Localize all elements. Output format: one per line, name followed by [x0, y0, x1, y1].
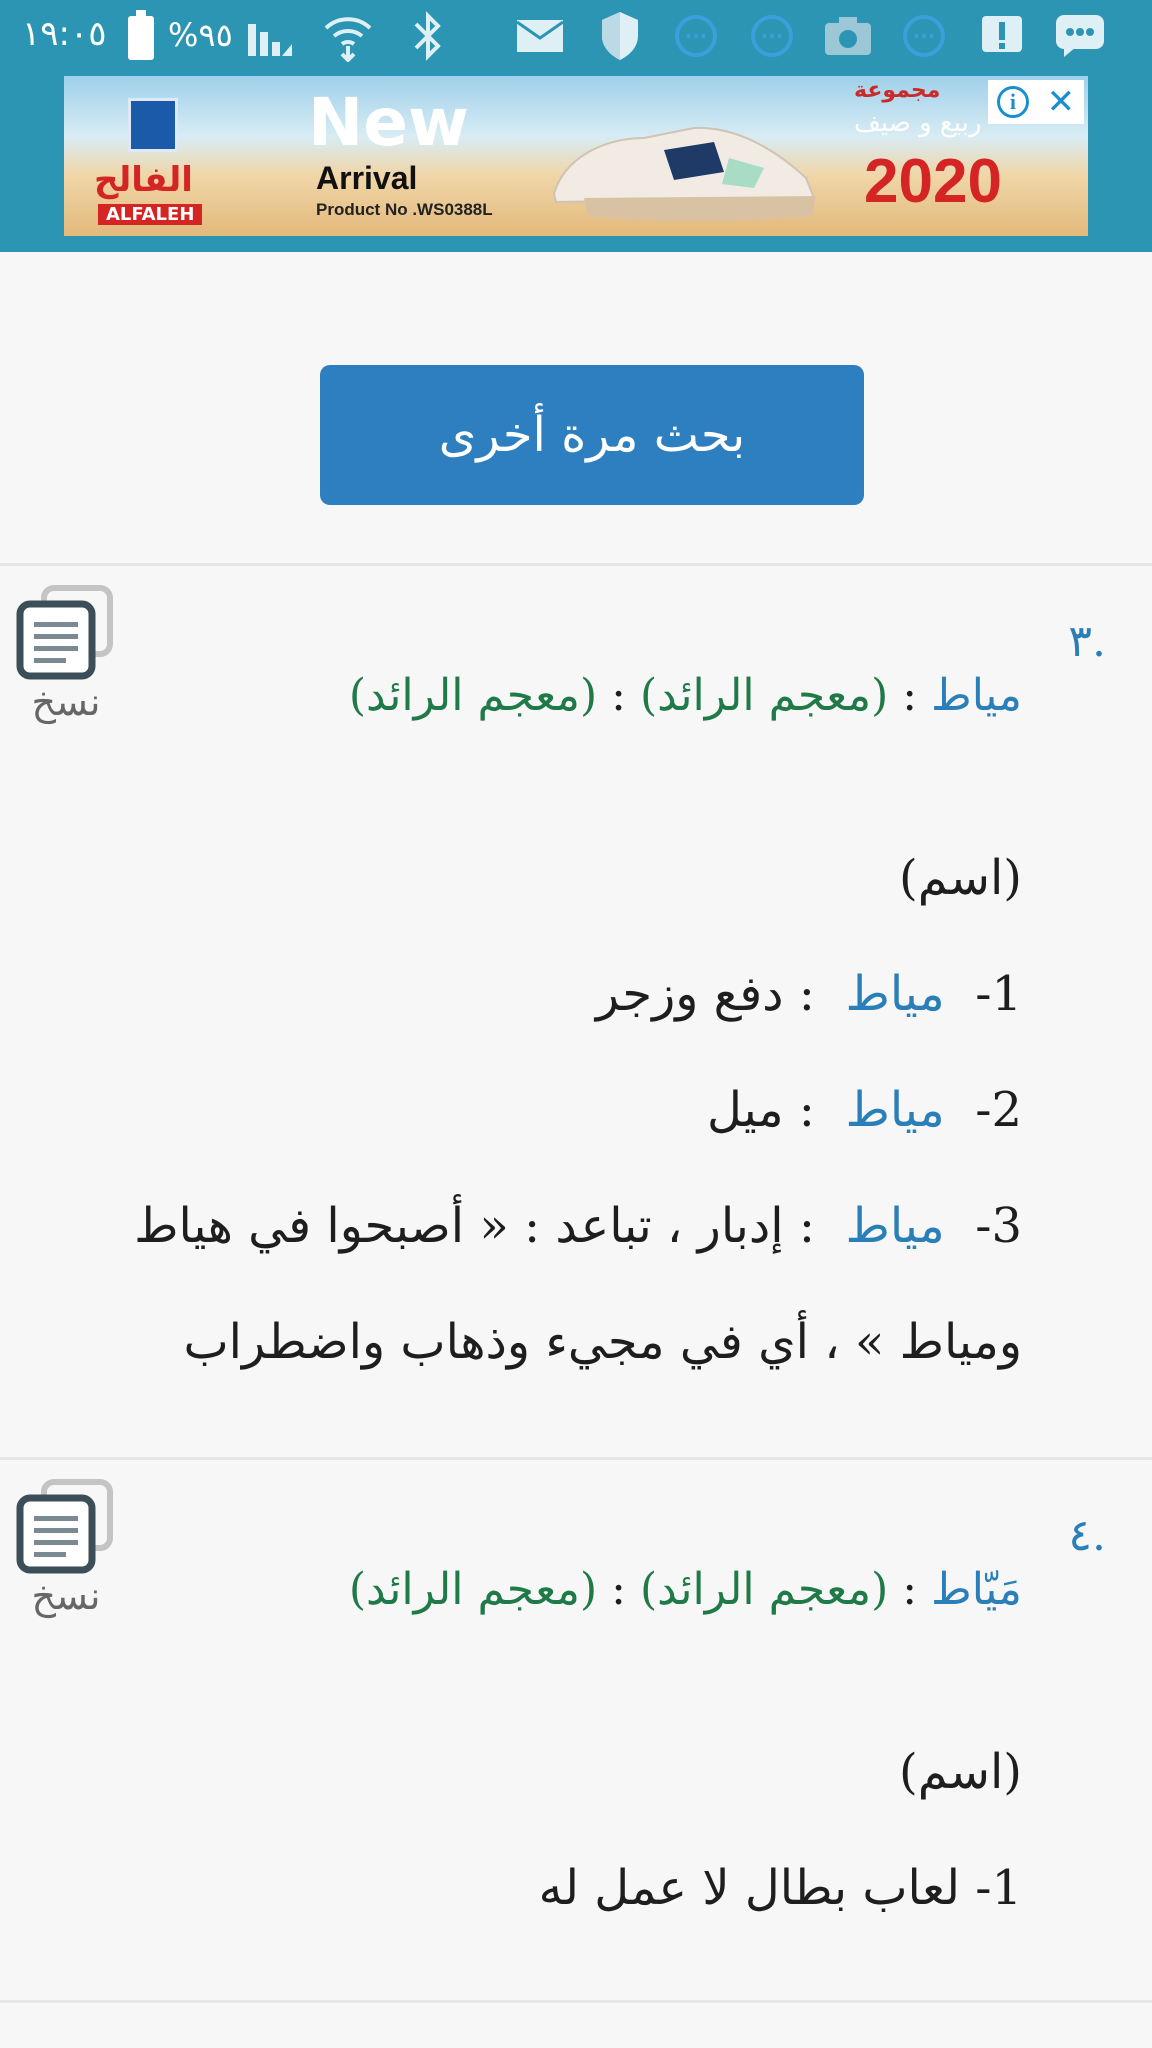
- shoe-image: [544, 98, 824, 228]
- clock: ١٩:٠٥: [22, 14, 107, 54]
- copy-label: نسخ: [31, 1574, 101, 1618]
- ad-strip: [0, 76, 1152, 252]
- bluetooth-icon: [402, 10, 454, 62]
- ad-close-icon[interactable]: ✕: [1046, 82, 1076, 122]
- definition-line: [92, 936, 1022, 1052]
- entry-body: [92, 1714, 1022, 1946]
- entry-number: .٣: [1068, 616, 1106, 667]
- entry-word[interactable]: مياط: [931, 670, 1022, 721]
- definition-index: 2-: [975, 1082, 1022, 1138]
- definition-word[interactable]: مياط: [845, 1082, 945, 1138]
- camera-icon: [822, 10, 874, 62]
- definition-text: لعاب بطال لا عمل له: [538, 1860, 960, 1916]
- signal-icon: [244, 10, 296, 62]
- copy-icon: [16, 582, 116, 682]
- entry-source[interactable]: (معجم الرائد): [639, 670, 889, 721]
- ad-brand-en: ALFALEH: [98, 204, 202, 225]
- result-entry: [0, 566, 1152, 1456]
- copy-icon: [16, 1476, 116, 1576]
- copy-button[interactable]: [16, 582, 116, 722]
- chat-icon: [1054, 10, 1106, 62]
- ad-arrival-text: Arrival: [316, 160, 418, 196]
- divider: [0, 2000, 1152, 2003]
- search-again-button[interactable]: بحث مرة أخرى: [320, 365, 864, 505]
- result-entry: [0, 1460, 1152, 2000]
- headline-separator: :: [888, 670, 932, 721]
- alert-icon: [976, 10, 1028, 62]
- definition-index: 1-: [975, 1860, 1022, 1916]
- messenger-icon: ···: [746, 10, 798, 62]
- battery-icon: [128, 16, 154, 60]
- copy-button[interactable]: [16, 1476, 116, 1616]
- entry-source[interactable]: (معجم الرائد): [348, 670, 598, 721]
- ad-year: 2020: [864, 147, 1002, 216]
- entry-source[interactable]: (معجم الرائد): [639, 1564, 889, 1615]
- definition-word[interactable]: مياط: [845, 966, 945, 1022]
- ad-promo-ar-1: مجموعة: [854, 78, 941, 103]
- ad-info-icon[interactable]: i: [997, 86, 1029, 118]
- entry-source[interactable]: (معجم الرائد): [348, 1564, 598, 1615]
- definition-text: : دفع وزجر: [595, 966, 815, 1022]
- definition-line: [92, 1168, 1022, 1400]
- definition-line: [92, 1830, 1022, 1946]
- part-of-speech: (اسم): [899, 850, 1022, 906]
- ad-new-text: New: [308, 84, 469, 161]
- definition-index: 3-: [975, 1198, 1022, 1254]
- headline-separator: :: [888, 1564, 932, 1615]
- definition-line: [92, 1052, 1022, 1168]
- copy-label: نسخ: [31, 680, 101, 724]
- shield-icon: [594, 10, 646, 62]
- definition-text: : إدبار ، تباعد : « أصبحوا في هياط ومياط » ، أي في مجيء وذهاب واضطراب: [134, 1198, 1022, 1370]
- ad-brand-ar: الفالح: [94, 160, 193, 200]
- entry-number: .٤: [1068, 1510, 1106, 1561]
- ad-controls: [988, 80, 1084, 124]
- status-bar: [0, 0, 1152, 76]
- entry-headline: [349, 670, 1022, 721]
- definition-index: 1-: [975, 966, 1022, 1022]
- wifi-icon: [322, 10, 374, 62]
- entry-headline: [349, 1564, 1022, 1615]
- ad-promo-ar-2: ربيع و صيف: [854, 108, 982, 138]
- entry-word[interactable]: مَيّاط: [931, 1564, 1022, 1615]
- ad-logo-icon: [128, 98, 178, 152]
- mail-icon: [514, 10, 566, 62]
- messenger-icon: ···: [898, 10, 950, 62]
- battery-percent: %٩٥: [168, 16, 233, 54]
- messenger-icon: ···: [670, 10, 722, 62]
- definition-text: : ميل: [707, 1082, 815, 1138]
- entry-body: [92, 820, 1022, 1400]
- ad-banner[interactable]: [64, 76, 1088, 236]
- definition-word[interactable]: مياط: [845, 1198, 945, 1254]
- headline-separator: :: [597, 1564, 640, 1615]
- headline-separator: :: [597, 670, 640, 721]
- part-of-speech: (اسم): [899, 1744, 1022, 1800]
- ad-product-text: Product No .WS0388L: [316, 200, 493, 219]
